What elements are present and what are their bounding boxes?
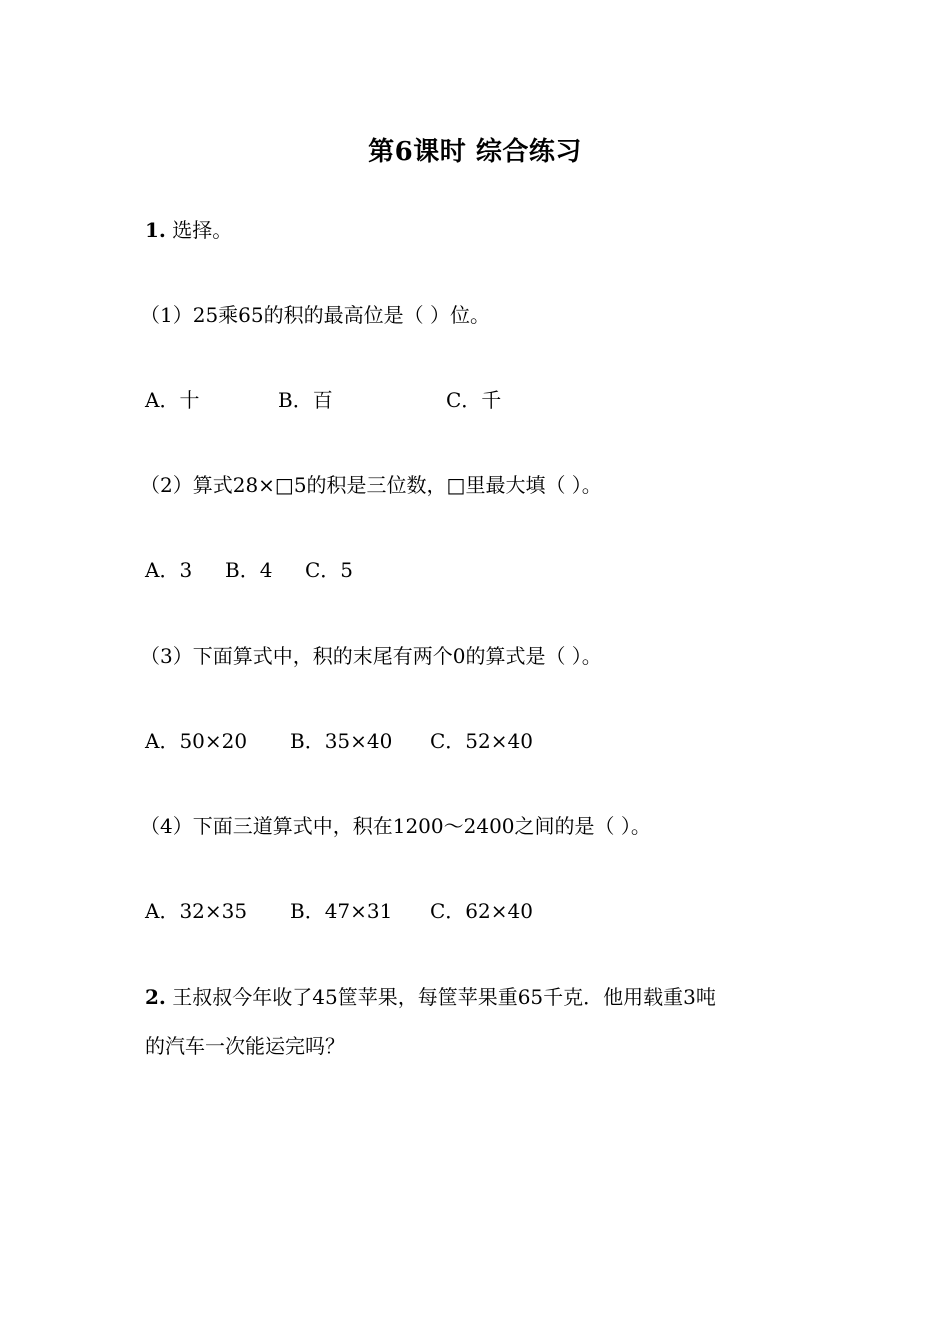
sub-question-1: （1）25乘65的积的最高位是（ ）位。 — [140, 303, 490, 327]
question-2-line-2: 的汽车一次能运完吗？ — [145, 1034, 345, 1058]
option-c: C．52×40 — [430, 729, 533, 753]
option-b: B．47×31 — [290, 899, 393, 923]
option-a: A．十 — [145, 388, 200, 412]
question-1-stem: 选择。 — [172, 218, 233, 242]
page-title: 第6课时 综合练习 — [368, 137, 582, 167]
sub-question-2: （2）算式28×□5的积是三位数，□里最大填（ ）。 — [140, 473, 602, 497]
option-c: C．千 — [446, 388, 502, 412]
option-a: A．3 — [145, 558, 193, 582]
question-1-number: 1. — [145, 218, 166, 242]
question-2-number: 2. — [145, 985, 166, 1009]
option-c: C．5 — [305, 558, 354, 582]
question-2-line-1 — [145, 981, 716, 1013]
sub-question-4: （4）下面三道算式中，积在1200～2400之间的是（ ）。 — [140, 814, 651, 838]
option-a: A．50×20 — [145, 729, 248, 753]
sub-question-3: （3）下面算式中，积的末尾有两个0的算式是（ ）。 — [140, 644, 602, 668]
option-b: B．35×40 — [290, 729, 393, 753]
option-b: B．4 — [225, 558, 273, 582]
option-c: C．62×40 — [430, 899, 533, 923]
option-b: B．百 — [278, 388, 333, 412]
option-a: A．32×35 — [145, 899, 248, 923]
question-1-heading — [145, 214, 232, 246]
question-2-text-1: 王叔叔今年收了45筐苹果，每筐苹果重65千克．他用载重3吨 — [172, 985, 716, 1009]
